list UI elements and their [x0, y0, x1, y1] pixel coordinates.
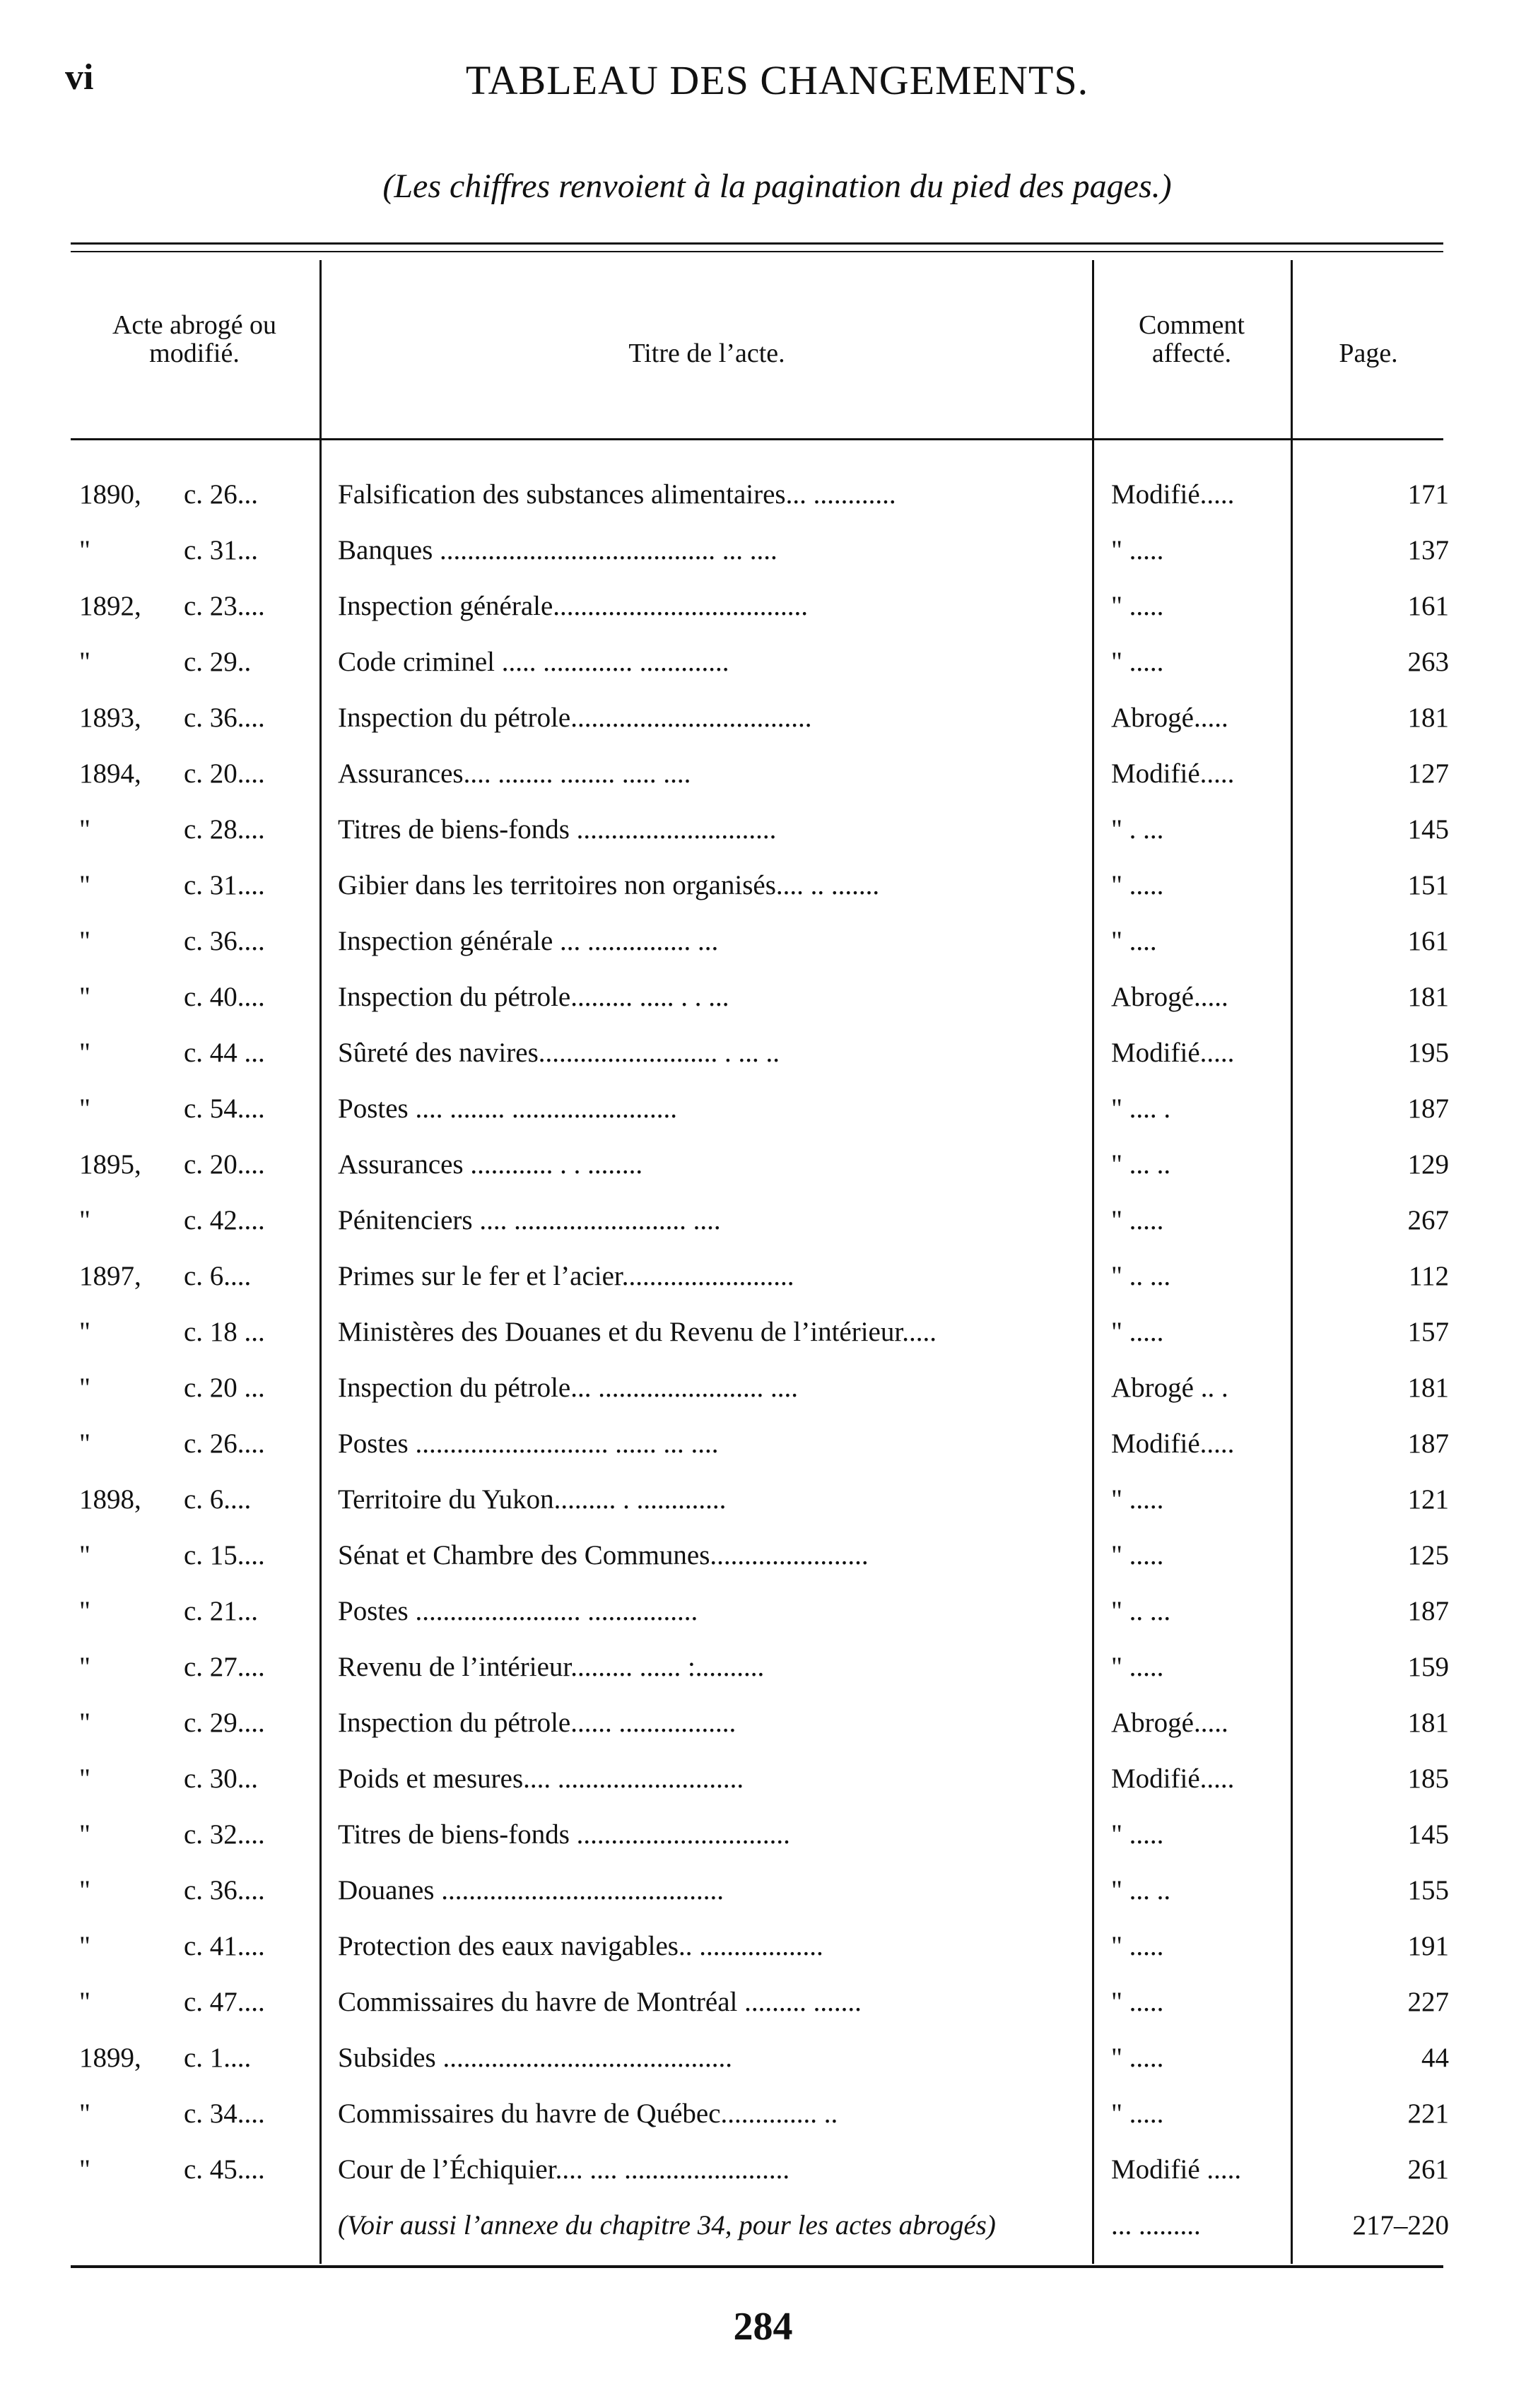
row-chapter: c. 1.... [184, 2043, 252, 2073]
row-chapter: c. 31.... [184, 870, 265, 900]
row-title: Titres de biens-fonds ............................... [338, 1819, 790, 1850]
row-chapter: c. 26.... [184, 1428, 265, 1459]
table-row [0, 857, 1526, 913]
row-chapter: c. 20 ... [184, 1373, 265, 1403]
row-page: 161 [1407, 591, 1449, 621]
row-year: " [79, 1038, 90, 1068]
page-subtitle: (Les chiffres renvoient à la pagination du pied des pages.) [382, 168, 1172, 205]
row-how-affected: Modifié..... [1111, 1763, 1235, 1794]
table-row [0, 2030, 1526, 2086]
row-year: 1898, [79, 1484, 141, 1515]
row-how-affected: " ... .. [1111, 1875, 1171, 1905]
row-title: Protection des eaux navigables.. .................. [338, 1931, 823, 1961]
header-acte [78, 311, 311, 368]
table-row [0, 1416, 1526, 1472]
row-year: 1895, [79, 1149, 141, 1180]
row-how-affected: " ..... [1111, 870, 1164, 900]
row-page: 44 [1421, 2043, 1449, 2073]
row-year: " [79, 647, 90, 677]
page-title: TABLEAU DES CHANGEMENTS. [465, 57, 1089, 103]
row-title: Inspection générale ... ............... ... [338, 926, 719, 956]
row-chapter: c. 34.... [184, 2098, 265, 2129]
row-title: Postes .... ........ ........................ [338, 1093, 677, 1124]
row-chapter: c. 41.... [184, 1931, 265, 1961]
row-chapter: c. 29.... [184, 1708, 265, 1738]
row-page: 181 [1407, 703, 1449, 733]
row-year: " [79, 1931, 90, 1961]
row-year: " [79, 1819, 90, 1850]
row-how-affected: " ..... [1111, 1540, 1164, 1570]
row-chapter: c. 36.... [184, 926, 265, 956]
row-title: Revenu de l’intérieur......... ...... :.......... [338, 1652, 765, 1682]
row-how-affected: " . ... [1111, 814, 1164, 845]
row-chapter: c. 44 ... [184, 1038, 265, 1068]
table-row [0, 466, 1526, 522]
row-how-affected: " ..... [1111, 2098, 1164, 2129]
table-row [0, 522, 1526, 578]
row-how-affected: " ..... [1111, 647, 1164, 677]
table-row [0, 1081, 1526, 1137]
row-chapter: c. 6.... [184, 1261, 252, 1291]
row-how-affected: Modifié..... [1111, 479, 1235, 510]
row-how-affected: " ..... [1111, 1819, 1164, 1850]
row-chapter: c. 23.... [184, 591, 265, 621]
row-page: 187 [1407, 1428, 1449, 1459]
table-row [0, 1918, 1526, 1974]
row-year: 1897, [79, 1261, 141, 1291]
row-title: Inspection du pétrole................................... [338, 703, 812, 733]
row-title: Pénitenciers .... ......................... .... [338, 1205, 721, 1235]
row-chapter: c. 27.... [184, 1652, 265, 1682]
top-rule-thin [71, 251, 1443, 252]
row-title: Inspection du pétrole...... ................. [338, 1708, 736, 1738]
page-label: vi [65, 57, 94, 98]
row-title: Titres de biens-fonds ............................. [338, 814, 777, 845]
row-how-affected: " .. ... [1111, 1261, 1171, 1291]
row-year: " [79, 982, 90, 1012]
row-how-affected: " ..... [1111, 591, 1164, 621]
row-year: " [79, 814, 90, 845]
row-year: " [79, 1875, 90, 1905]
header-comment-line2: affecté. [1151, 339, 1232, 368]
footer-page-number: 284 [733, 2305, 793, 2349]
header-comment [1100, 311, 1284, 368]
row-year: " [79, 1652, 90, 1682]
row-year: 1893, [79, 703, 141, 733]
row-page: 125 [1407, 1540, 1449, 1570]
table-row [0, 634, 1526, 690]
row-chapter: c. 36.... [184, 1875, 265, 1905]
row-title: Douanes ......................................... [338, 1875, 724, 1905]
row-title: Gibier dans les territoires non organisés.... .. ....... [338, 870, 880, 900]
row-page: 159 [1407, 1652, 1449, 1682]
row-page: 145 [1407, 1819, 1449, 1850]
table-row [0, 2086, 1526, 2142]
table-row [0, 1137, 1526, 1192]
row-chapter: c. 18 ... [184, 1317, 265, 1347]
row-page: 227 [1407, 1987, 1449, 2017]
row-title: Inspection du pétrole......... ..... . . ... [338, 982, 729, 1012]
row-page: 161 [1407, 926, 1449, 956]
row-how-affected: " ..... [1111, 1484, 1164, 1515]
row-chapter: c. 15.... [184, 1540, 265, 1570]
row-title: Assurances ............ . . ........ [338, 1149, 643, 1180]
row-page: 145 [1407, 814, 1449, 845]
row-page: 263 [1407, 647, 1449, 677]
row-chapter: c. 29.. [184, 647, 252, 677]
table-row [0, 578, 1526, 634]
row-how-affected: Abrogé..... [1111, 703, 1228, 733]
row-title: Postes ........................ ................ [338, 1596, 698, 1626]
row-page: 181 [1407, 982, 1449, 1012]
row-year: " [79, 1205, 90, 1235]
header-comment-line1: Comment [1139, 310, 1245, 340]
row-year: " [79, 1987, 90, 2017]
row-page: 185 [1407, 1763, 1449, 1794]
row-how-affected: " ..... [1111, 1931, 1164, 1961]
row-page: 217–220 [1352, 2210, 1449, 2240]
row-year: " [79, 1708, 90, 1738]
row-how-affected: Modifié ..... [1111, 2154, 1242, 2185]
row-title: Commissaires du havre de Montréal ......... ....... [338, 1987, 862, 2017]
row-year: " [79, 2154, 90, 2185]
row-chapter: c. 45.... [184, 2154, 265, 2185]
header-titre: Titre de l’acte. [628, 339, 785, 368]
table-row [0, 2197, 1526, 2253]
table-row [0, 690, 1526, 746]
row-page: 187 [1407, 1093, 1449, 1124]
row-how-affected: Abrogé .. . [1111, 1373, 1228, 1403]
row-chapter: c. 20.... [184, 1149, 265, 1180]
row-chapter: c. 54.... [184, 1093, 265, 1124]
row-how-affected: " ..... [1111, 1205, 1164, 1235]
row-title: Postes ............................ ...... ... .... [338, 1428, 719, 1459]
row-page: 129 [1407, 1149, 1449, 1180]
header-acte-line2: modifié. [149, 339, 240, 368]
table-row [0, 746, 1526, 801]
row-title: Sénat et Chambre des Communes....................... [338, 1540, 869, 1570]
row-how-affected: " .... [1111, 926, 1157, 956]
row-chapter: c. 40.... [184, 982, 265, 1012]
table-row [0, 1527, 1526, 1583]
row-chapter: c. 42.... [184, 1205, 265, 1235]
bottom-rule [71, 2265, 1443, 2268]
row-year: 1894, [79, 758, 141, 789]
row-page: 221 [1407, 2098, 1449, 2129]
table-row [0, 1192, 1526, 1248]
row-page: 137 [1407, 535, 1449, 565]
row-how-affected: " .... . [1111, 1093, 1171, 1124]
row-year: 1890, [79, 479, 141, 510]
table-row [0, 1695, 1526, 1751]
row-title: Ministères des Douanes et du Revenu de l’intérieur..... [338, 1317, 937, 1347]
row-page: 151 [1407, 870, 1449, 900]
table-row [0, 1025, 1526, 1081]
header-page: Page. [1339, 339, 1398, 368]
header-acte-line1: Acte abrogé ou [112, 310, 277, 340]
row-year: " [79, 1763, 90, 1794]
row-year: " [79, 926, 90, 956]
row-chapter: c. 21... [184, 1596, 259, 1626]
row-title: Assurances.... ........ ........ ..... .... [338, 758, 691, 789]
row-chapter: c. 26... [184, 479, 259, 510]
row-title: Falsification des substances alimentaires... ............ [338, 479, 896, 510]
row-chapter: c. 32.... [184, 1819, 265, 1850]
row-chapter: c. 28.... [184, 814, 265, 845]
row-page: 127 [1407, 758, 1449, 789]
row-title: Primes sur le fer et l’acier......................... [338, 1261, 794, 1291]
row-how-affected: " ..... [1111, 2043, 1164, 2073]
table-row [0, 1583, 1526, 1639]
row-how-affected: Abrogé..... [1111, 982, 1228, 1012]
row-year: " [79, 870, 90, 900]
row-title: Poids et mesures.... ........................... [338, 1763, 744, 1794]
row-year: " [79, 535, 90, 565]
row-page: 181 [1407, 1708, 1449, 1738]
table-row [0, 1974, 1526, 2030]
row-page: 187 [1407, 1596, 1449, 1626]
row-page: 155 [1407, 1875, 1449, 1905]
row-how-affected: " .. ... [1111, 1596, 1171, 1626]
table-row [0, 1304, 1526, 1360]
row-year: " [79, 1540, 90, 1570]
row-year: " [79, 1093, 90, 1124]
row-how-affected: " ..... [1111, 1317, 1164, 1347]
table-row [0, 1248, 1526, 1304]
row-chapter: c. 6.... [184, 1484, 252, 1515]
row-how-affected: Modifié..... [1111, 1428, 1235, 1459]
row-chapter: c. 47.... [184, 1987, 265, 2017]
top-rule [71, 242, 1443, 245]
row-how-affected: " ..... [1111, 1987, 1164, 2017]
row-year: " [79, 1596, 90, 1626]
row-how-affected: ... ......... [1111, 2210, 1201, 2240]
row-year: " [79, 1373, 90, 1403]
row-page: 191 [1407, 1931, 1449, 1961]
table-row [0, 1472, 1526, 1527]
row-page: 171 [1407, 479, 1449, 510]
row-year: 1899, [79, 2043, 141, 2073]
table-row [0, 801, 1526, 857]
row-how-affected: " ... .. [1111, 1149, 1171, 1180]
table-row [0, 1862, 1526, 1918]
row-how-affected: " ..... [1111, 535, 1164, 565]
row-year: " [79, 1428, 90, 1459]
row-title: Inspection du pétrole... ........................ .... [338, 1373, 798, 1403]
table-row [0, 969, 1526, 1025]
row-title: Territoire du Yukon......... . ............. [338, 1484, 727, 1515]
row-year: " [79, 2098, 90, 2129]
row-title: Subsides .......................................... [338, 2043, 732, 2073]
row-title: Commissaires du havre de Québec.............. .. [338, 2098, 838, 2129]
row-page: 261 [1407, 2154, 1449, 2185]
table-row [0, 1807, 1526, 1862]
row-how-affected: Modifié..... [1111, 758, 1235, 789]
row-page: 181 [1407, 1373, 1449, 1403]
row-year: 1892, [79, 591, 141, 621]
row-chapter: c. 36.... [184, 703, 265, 733]
table-row [0, 1639, 1526, 1695]
row-page: 121 [1407, 1484, 1449, 1515]
row-how-affected: Modifié..... [1111, 1038, 1235, 1068]
row-page: 267 [1407, 1205, 1449, 1235]
row-title: Sûreté des navires.......................... . ... .. [338, 1038, 780, 1068]
table-row [0, 2142, 1526, 2197]
row-title: Inspection générale..................................... [338, 591, 809, 621]
row-page: 157 [1407, 1317, 1449, 1347]
row-chapter: c. 20.... [184, 758, 265, 789]
row-title: Cour de l’Échiquier.... .... ........................ [338, 2154, 790, 2185]
row-page: 195 [1407, 1038, 1449, 1068]
table-row [0, 1360, 1526, 1416]
table-row [0, 1751, 1526, 1807]
row-year: " [79, 1317, 90, 1347]
row-chapter: c. 30... [184, 1763, 259, 1794]
table-row [0, 913, 1526, 969]
row-how-affected: Abrogé..... [1111, 1708, 1228, 1738]
row-how-affected: " ..... [1111, 1652, 1164, 1682]
row-chapter: c. 31... [184, 535, 259, 565]
row-title: Banques ........................................ ... .... [338, 535, 777, 565]
row-title: (Voir aussi l’annexe du chapitre 34, pour les actes abrogés) [338, 2210, 996, 2240]
header-rule [71, 438, 1443, 440]
row-page: 112 [1408, 1261, 1449, 1291]
row-title: Code criminel ..... ............. ............. [338, 647, 729, 677]
